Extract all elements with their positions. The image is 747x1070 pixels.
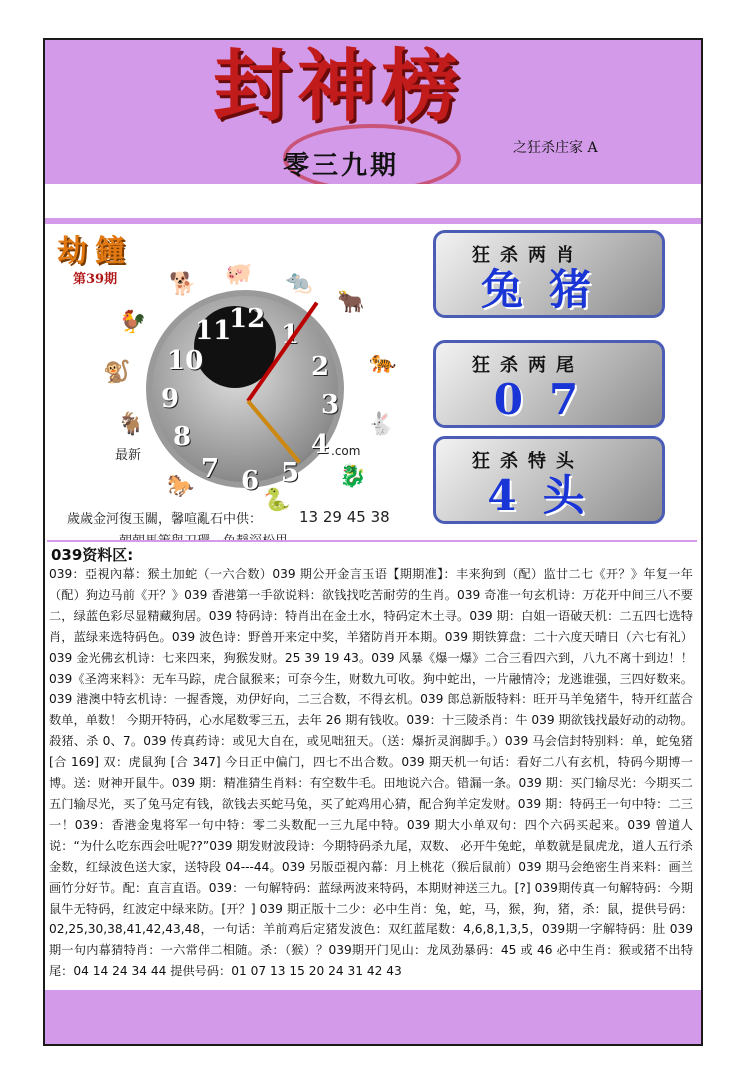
phone-number: 13 29 45 38 bbox=[299, 508, 390, 526]
page-frame bbox=[43, 38, 703, 1046]
clock-number: 3 bbox=[321, 390, 340, 420]
tiger-icon: 🐅 bbox=[369, 350, 397, 375]
ox-icon: 🐂 bbox=[337, 290, 365, 315]
clock-panel bbox=[49, 226, 427, 538]
monkey-icon: 🐒 bbox=[103, 360, 131, 385]
clock-number: 11 bbox=[195, 316, 232, 346]
card-title: 狂杀特头 bbox=[472, 451, 584, 472]
card-value: 兔猪 bbox=[480, 265, 617, 314]
snake-icon: 🐍 bbox=[263, 488, 291, 513]
clock-number: 2 bbox=[311, 352, 330, 382]
card-value: 07 bbox=[493, 375, 605, 424]
rooster-icon: 🐓 bbox=[119, 310, 147, 335]
issue-number: 零三九期 bbox=[283, 151, 400, 181]
clock-brand: 最新 bbox=[115, 448, 142, 463]
clock-number: 6 bbox=[241, 466, 260, 496]
clock-number: 7 bbox=[201, 454, 220, 484]
kill-two-zodiac-card bbox=[433, 230, 665, 318]
card-title: 狂杀两尾 bbox=[472, 355, 584, 376]
clock-number: 8 bbox=[173, 422, 192, 452]
divider-strip bbox=[45, 218, 701, 224]
info-paragraph: 039：亞視內幕：猴土加蛇（一六合数）039 期公开金言玉语【期期准】：丰来狗到（配）监廿二七《开？》年复一年（配）狗边马前《开？》039 香港第一手欲说料：欲钱找吃苦耐劳的生肖。039 奇准一句玄机诗：万花开中间三八不要二，绿蓝色彩尽显精藏狗居。039 特码诗：特肖出在金土水，特码定木土寻。039 期：白姐一语破天机：二五四七选特肖，蓝绿来选特码色。039 波色诗：野兽开来定中奖，羊猪防肖开本期。039 期铁算盘：二十六度天晴日（六七有礼）039 金光佛玄机诗：七来四来，狗猴发财。25 39 19 43。039 风暴《爆一爆》二合三看四六到，八九不离十到边！！039《圣湾来料》：无车马踪，虎合鼠猴来；可奈今生，财数九可收。狗中蛇出，一片融情冷；龙逃谁强，三四好数来。039 港澳中特玄机诗：一握香篾，劝伊好向，二三合数，不得玄机。039 郎总新版特料：旺开马羊兔猪牛，特开红蓝合数单，单数！ 今期开特码，心水尾数零三五，去年 26 期有钱收。039：十三陵杀肖：牛 039 期欲钱找最好动的动物。 殺猪、杀 0、7。039 传真药诗：或见大自在，或见咄狃天。（送：爆折灵润脚手。）039 马会信封特别料：单，蛇兔猪 [合 169] 双：虎鼠狗 [合 347] 今日正中偏门，四七不出合数。039 期天机一句话：看好二八有玄机，特码今期博一博。送：财神开鼠牛。039 期：精准猜生肖料：有空数牛毛。田地说六合。错漏一条。039 期：买门输尽光：今期买二五门输尽光，买了兔马定有钱，欲钱去买蛇马兔，买了蛇鸡用心猜，配合狗羊定发财。039 期：特码王一句中特：二三一！039：香港金鬼将军一句中特：零二头数配一三九尾中特。039 期大小单双句：四个六码买起来。039 曾道人说：“为什么吃东西会吐呢??”039 期发财波段诗：今期特码杀九尾，双数、 必开牛兔蛇，单数就是鼠虎龙，道人五行杀金数，红绿波色送大家，送特段 04---44。039 另版亞視內幕：月上桃花（猴后鼠前）039 期马会绝密生肖来料：画兰画竹分好节。配：直言直语。039：一句解特码：蓝绿两波来特码，本期财神送三九。[?] 039期传真一句解特码：今期鼠牛无特码，红波定中绿来防。[开？] 039 期正版十二少：必中生肖：兔，蛇，马，猴，狗，猪，杀：鼠，提供号码：02,25,30,38,41,42,43,48，一句话：羊前鸡后定猪发波色：双红蓝尾数：4,6,8,1,3,5，039期一字解特码：肚 039 期一句内幕猜特肖：一六常伴二相随。杀：（猴）？039期开门见山：龙凤劲暴码：45 或 46 必中生肖：猴或猪不出特尾：04 14 24 34 44 提供号码：01 07 13 15 20 24 31 42 43 bbox=[49, 567, 693, 979]
clock-number: 9 bbox=[161, 384, 180, 414]
card-value: 4头 bbox=[487, 471, 611, 520]
clock-number: 10 bbox=[167, 346, 204, 376]
section-label: 039资料区: bbox=[51, 546, 134, 564]
clock-issue: 第39期 bbox=[73, 272, 118, 287]
kill-two-tail-card bbox=[433, 340, 665, 428]
title-suffix: 之狂杀庄家 A bbox=[513, 140, 598, 156]
footer-bar bbox=[45, 990, 701, 1044]
rabbit-icon: 🐇 bbox=[367, 412, 395, 437]
clock-number: 5 bbox=[281, 458, 300, 488]
clock-heading: 劫鐘 bbox=[57, 234, 133, 269]
header-banner bbox=[45, 40, 701, 184]
clock-number: 1 bbox=[281, 320, 300, 350]
clock-number: 4 bbox=[311, 430, 330, 460]
clock-brand-site: .com bbox=[331, 444, 361, 458]
dragon-icon: 🐉 bbox=[339, 464, 367, 489]
clock-number: 12 bbox=[229, 304, 266, 334]
goat-icon: 🐐 bbox=[117, 412, 145, 437]
rat-icon: 🐀 bbox=[285, 270, 313, 295]
page-title: 封神榜 bbox=[213, 41, 466, 132]
horse-icon: 🐎 bbox=[167, 474, 195, 499]
card-title: 狂杀两肖 bbox=[472, 245, 584, 266]
kill-head-card bbox=[433, 436, 665, 524]
dog-icon: 🐕 bbox=[169, 272, 197, 297]
blank-bar bbox=[47, 184, 695, 220]
pig-icon: 🐖 bbox=[225, 262, 253, 287]
poem-line: 歲歲金河復玉關，馨喧亂石中供： bbox=[67, 512, 263, 527]
info-section bbox=[47, 540, 697, 990]
